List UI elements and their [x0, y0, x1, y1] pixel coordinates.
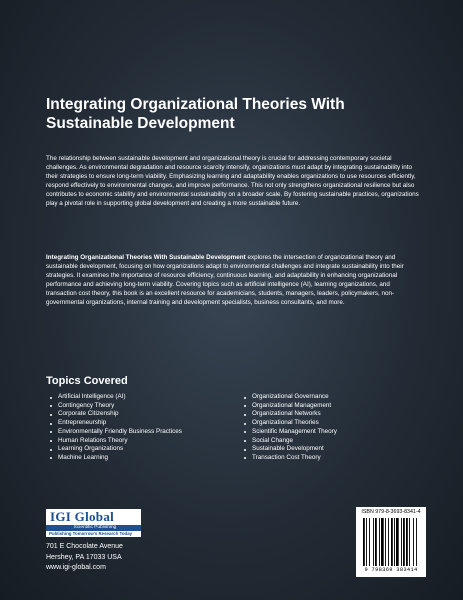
- description-book-title: Integrating Organizational Theories With Sustainable Development: [46, 254, 246, 261]
- topic-item: Machine Learning: [50, 454, 182, 463]
- publisher-website: www.igi-global.com: [46, 564, 106, 571]
- book-title-line1: Integrating Organizational Theories With: [46, 96, 345, 113]
- publisher-logo-tagline: Publishing Tomorrow's Research Today: [46, 531, 141, 537]
- isbn-barcode-box: [356, 507, 426, 577]
- publisher-logo-name: IGI Global: [46, 509, 141, 525]
- topic-item: Environmentally Friendly Business Practices: [50, 428, 182, 437]
- book-title-line2: Sustainable Development: [46, 114, 235, 132]
- topic-item: Organizational Management: [244, 402, 337, 411]
- book-title: [46, 96, 426, 133]
- description-paragraph-2: [46, 253, 421, 308]
- topic-item: Contingency Theory: [50, 402, 182, 411]
- topic-item: Entrepreneurship: [50, 419, 182, 428]
- publisher-logo-subtitle: Scientific Publishing: [46, 525, 141, 531]
- topic-item: Sustainable Development: [244, 445, 337, 454]
- topics-list-right: [244, 393, 337, 463]
- publisher-logo: [46, 509, 141, 539]
- publisher-address: [46, 542, 123, 574]
- isbn-digits: 9 798369 383414: [364, 567, 418, 573]
- description-paragraph-2-text: explores the intersection of organizational theory and sustainable development, focusing on how organizations adapt to environmental challenges and integrate sustainability into their strategies. It examines the importance of resource efficiency, continuous learning, and adaptability in enhancing organizational performance and achieving long-term viability. Covering topics such as artificial intelligence (AI), learning organizations, and transaction cost theory, this book is an excellent resource for academicians, students, managers, leaders, policymakers, non-governmental organizations, internal training and development specialists, business consultants, and more.: [46, 254, 404, 307]
- topics-list-left: [50, 393, 182, 463]
- topic-item: Organizational Governance: [244, 393, 337, 402]
- topic-item: Organizational Theories: [244, 419, 337, 428]
- topic-item: Artificial Intelligence (AI): [50, 393, 182, 402]
- topic-item: Transaction Cost Theory: [244, 454, 337, 463]
- address-city: Hershey, PA 17033 USA: [46, 553, 122, 561]
- topics-heading: Topics Covered: [46, 375, 128, 387]
- isbn-label: ISBN 979-8-3693-8341-4: [361, 509, 421, 515]
- description-paragraph-1: The relationship between sustainable development and organizational theory is crucial for addressing contemporary societal challenges. As environmental degradation and resource scarcity intensify, organizations must adapt by integrating sustainability into their strategies to ensure long-term viability. Emphasizing learning and adaptability enables organizations to use resources efficiently, respond effectively to environmental changes, and improve performance. This not only strengthens organizational resilience but also contributes to economic stability and environmental sustainability on a broader scale. By fostering sustainable practices, organizations play a pivotal role in supporting global development and creating a more sustainable future.: [46, 155, 419, 208]
- topic-item: Human Relations Theory: [50, 437, 182, 446]
- topic-item: Organizational Networks: [244, 410, 337, 419]
- topic-item: Scientific Management Theory: [244, 428, 337, 437]
- barcode-icon: [363, 518, 419, 566]
- address-street: 701 E Chocolate Avenue: [46, 543, 123, 550]
- topic-item: Corporate Citizenship: [50, 410, 182, 419]
- topic-item: Social Change: [244, 437, 337, 446]
- topic-item: Learning Organizations: [50, 445, 182, 454]
